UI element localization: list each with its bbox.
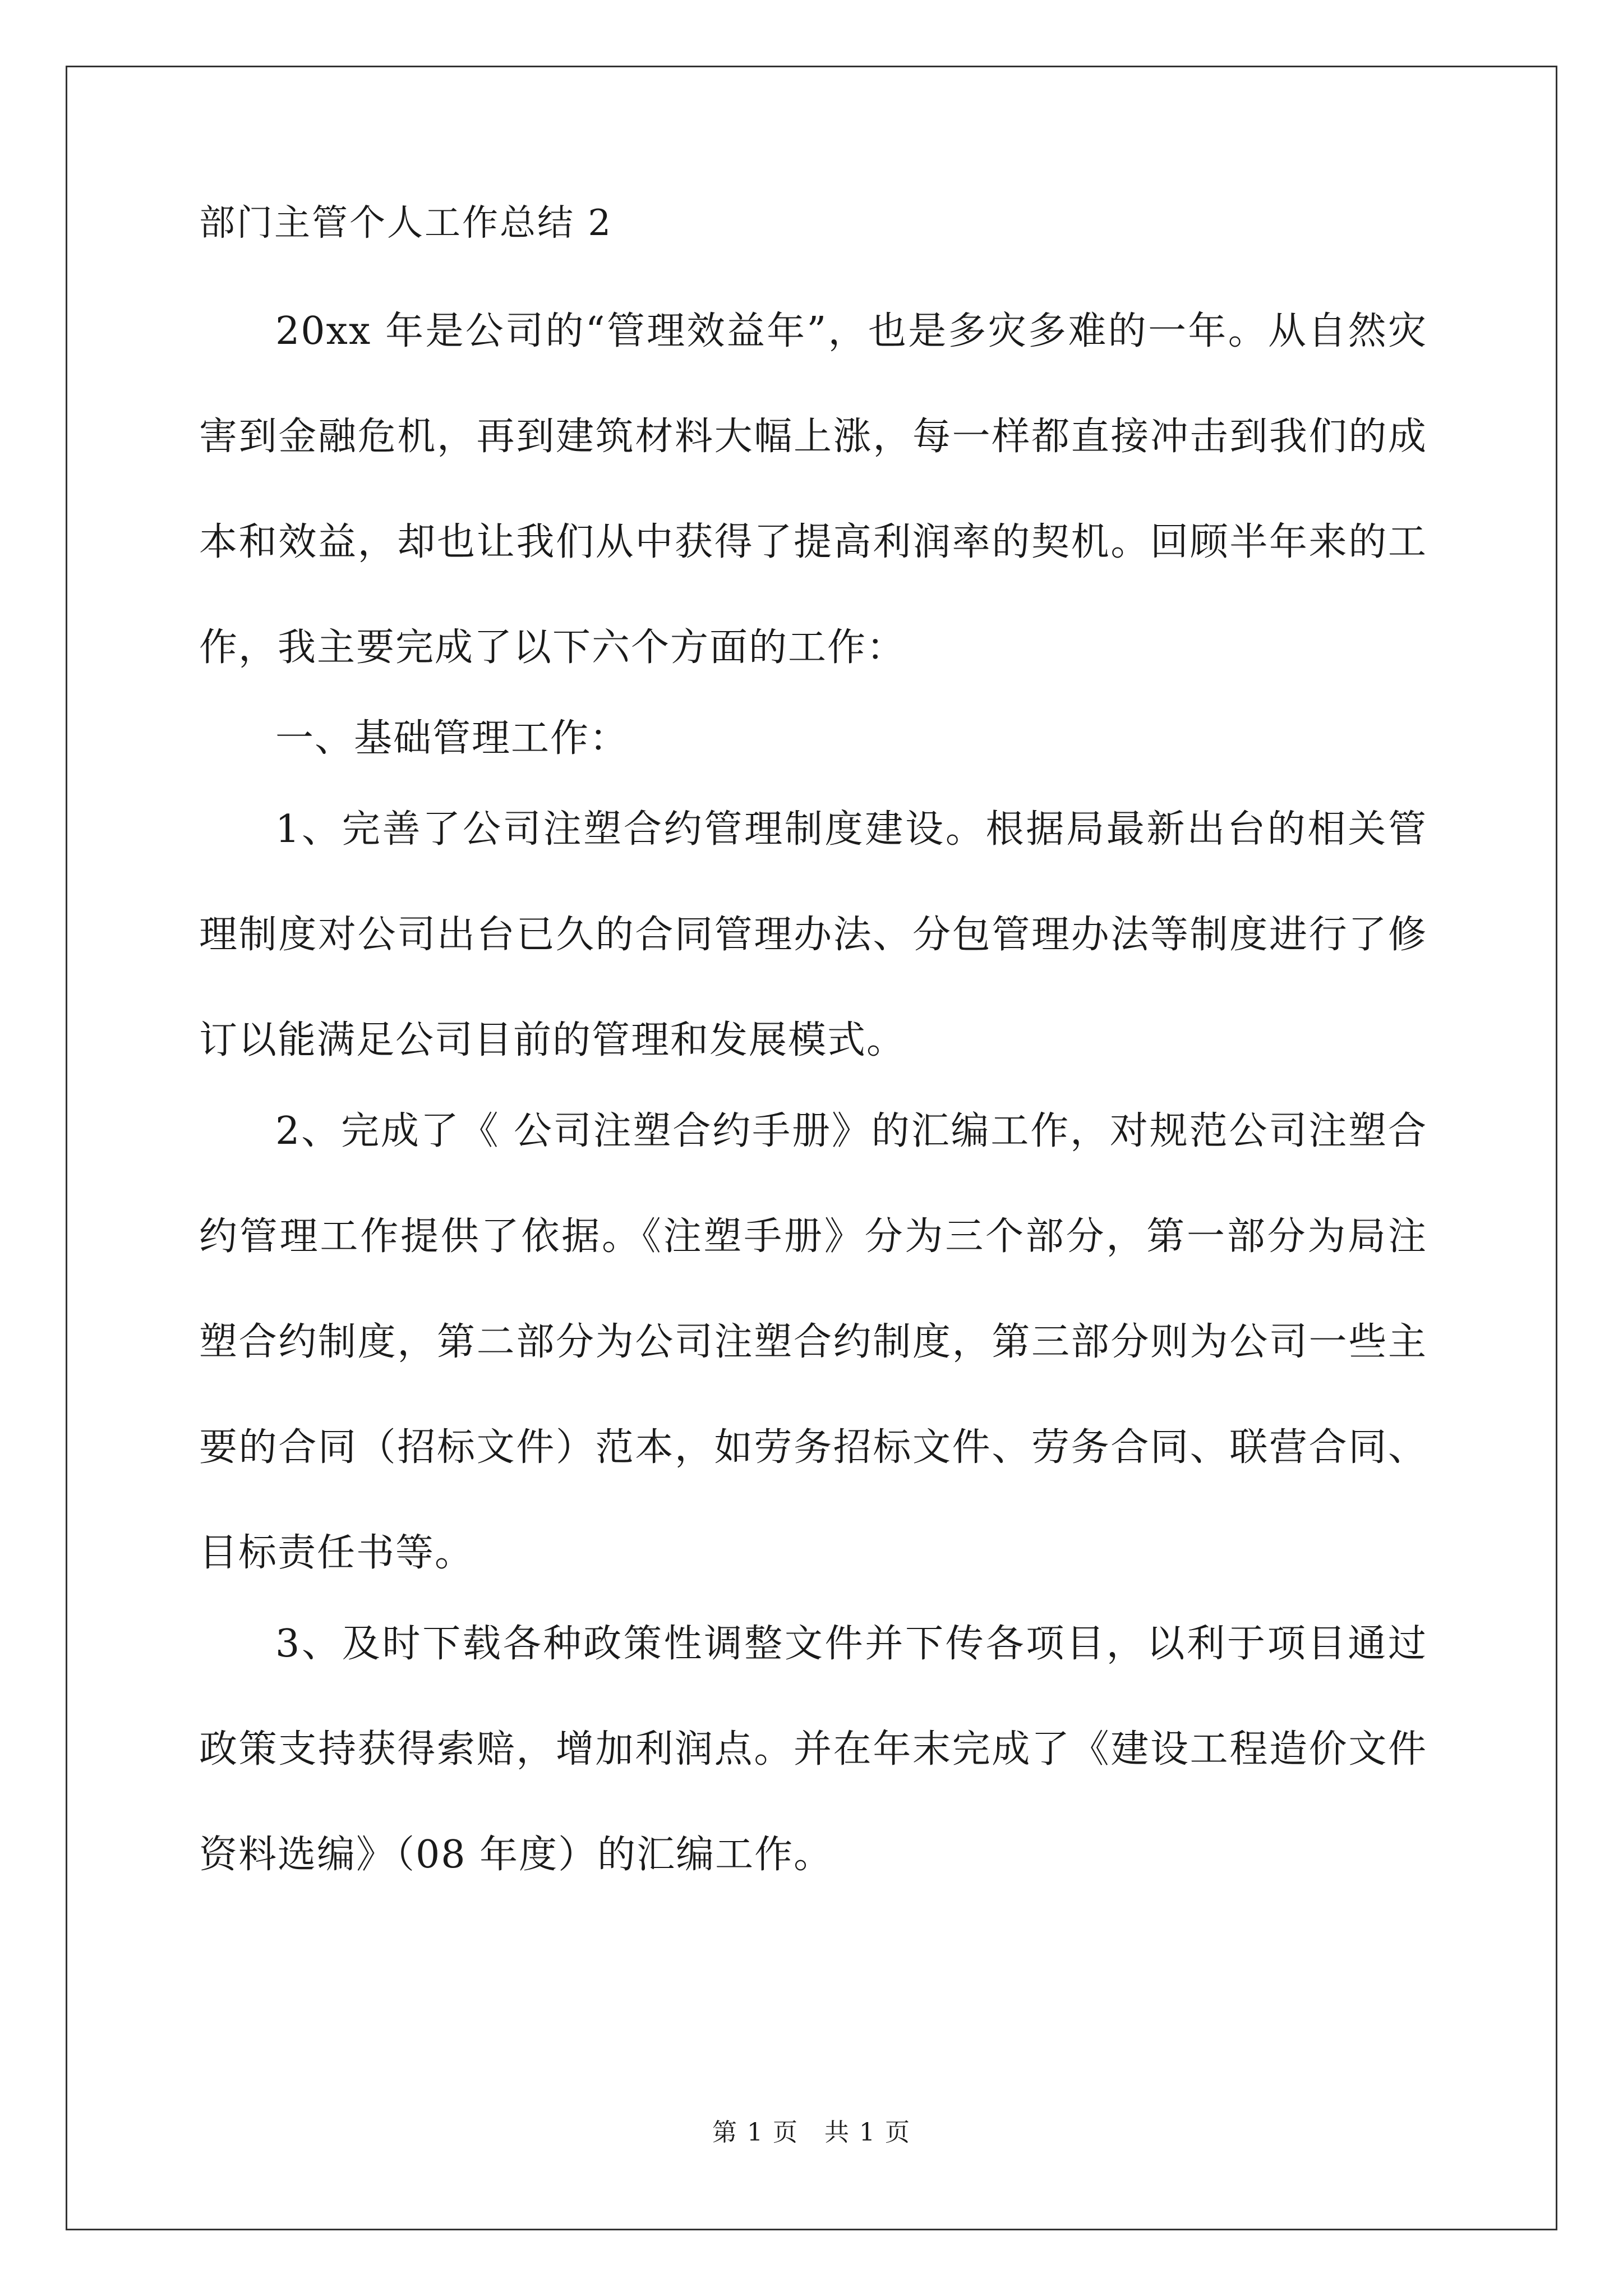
paragraph-item-2: 2、完成了《 公司注塑合约手册》的汇编工作，对规范公司注塑合约管理工作提供了依据。《注塑手册》分为三个部分，第一部分为局注塑合约制度，第二部分为公司注塑合约制度，第三部分则为公司一些主要的合同（招标文件）范本，如劳务招标文件、劳务合同、联营合同、目标责任书等。 — [199, 1108, 1427, 1575]
paragraph-section-heading: 一、基础管理工作： — [275, 716, 629, 761]
document-body — [199, 202, 1427, 1910]
page-footer: 第 1 页 共 1 页 — [712, 2118, 911, 2147]
paragraph-item-1: 1、完善了公司注塑合约管理制度建设。根据局最新出台的相关管理制度对公司出台已久的合同管理办法、分包管理办法等制度进行了修订以能满足公司目前的管理和发展模式。 — [199, 807, 1427, 1062]
document-title: 部门主管个人工作总结 2 — [199, 203, 613, 244]
paragraph-item-3: 3、及时下载各种政策性调整文件并下传各项目，以利于项目通过政策支持获得索赔，增加利润点。并在年末完成了《建设工程造价文件资料选编》（08 年度）的汇编工作。 — [199, 1621, 1427, 1877]
paragraph-intro: 20xx 年是公司的“管理效益年”，也是多灾多难的一年。从自然灾害到金融危机，再到建筑材料大幅上涨，每一样都直接冲击到我们的成本和效益，却也让我们从中获得了提高利润率的契机。回顾半年来的工作，我主要完成了以下六个方面的工作： — [199, 309, 1427, 670]
